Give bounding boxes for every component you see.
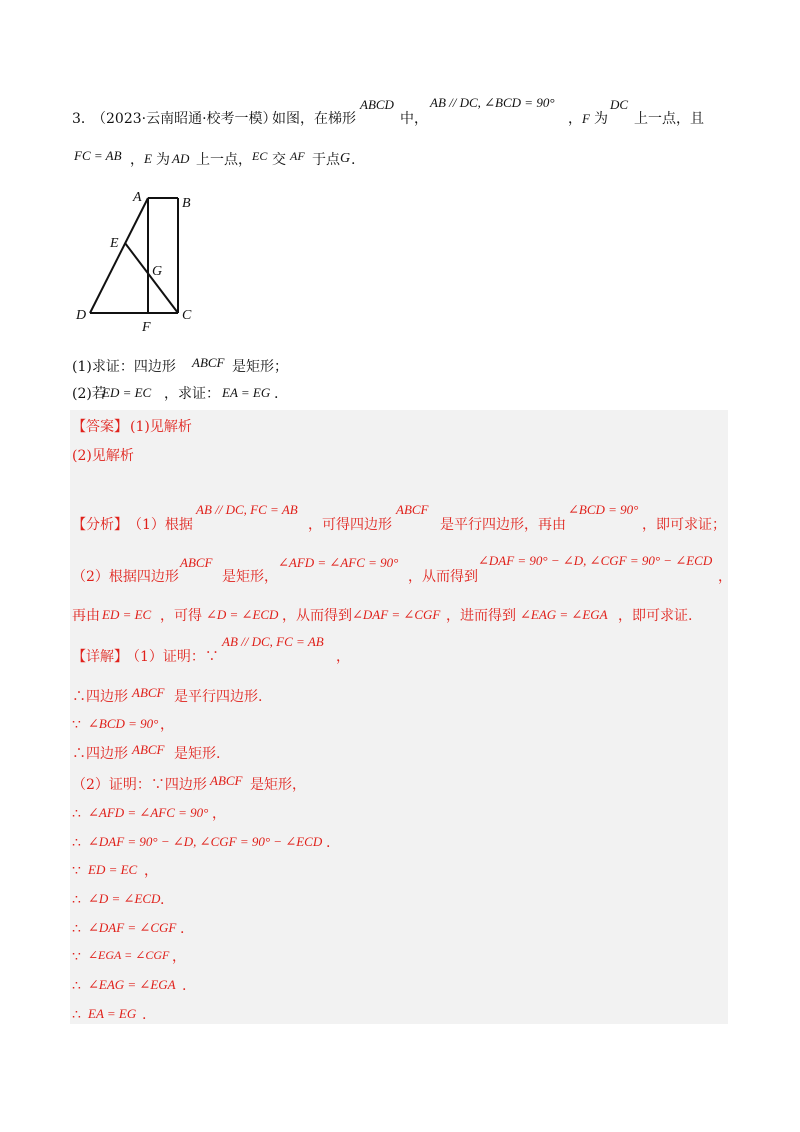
analysis-text: 是矩形， xyxy=(222,569,278,585)
math-expression: ∠DAF = 90° − ∠D, ∠CGF = 90° − ∠ECD xyxy=(88,834,323,849)
math-expression: AB // DC, ∠BCD = 90° xyxy=(430,95,555,110)
detail-text: ， xyxy=(212,806,226,822)
point-label-c: C xyxy=(182,308,192,323)
problem-text: 为 xyxy=(156,152,170,168)
detail-text: ∴四边形 xyxy=(72,689,128,705)
problem-number: 3． xyxy=(72,111,95,127)
problem-text: ， xyxy=(568,111,582,127)
problem-text: 中， xyxy=(400,111,428,127)
analysis-text: ，进而得到 xyxy=(446,608,516,624)
question-1-text: 是矩形； xyxy=(232,359,288,375)
math-expression: AF xyxy=(290,149,305,163)
math-expression: ∠EAG = ∠EGA xyxy=(88,977,176,992)
math-expression: ABCF xyxy=(132,742,165,757)
analysis-text: 再由 xyxy=(72,608,100,624)
detail-text: ∴四边形 xyxy=(72,746,128,762)
math-expression: DC xyxy=(610,97,629,112)
detail-text: ∴ xyxy=(72,806,81,822)
detail-text: 是矩形. xyxy=(174,746,221,762)
detail-text: ， xyxy=(336,649,350,665)
math-expression: ∠D = ∠ECD xyxy=(206,607,279,622)
detail-text: . xyxy=(180,921,185,937)
detail-text: ∴ xyxy=(72,921,81,937)
math-expression: ABCF xyxy=(192,355,225,370)
analysis-tag: 【分析】 xyxy=(72,517,128,533)
answer-line: (2)见解析 xyxy=(72,448,134,464)
detail-text: ∴ xyxy=(72,835,81,851)
detail-text: . xyxy=(142,1007,147,1023)
math-expression: ABCD xyxy=(360,97,394,112)
analysis-text: ，即可求证. xyxy=(618,608,693,624)
analysis-text: （1）根据 xyxy=(128,517,193,533)
math-expression: ∠AFD = ∠AFC = 90° xyxy=(88,805,209,820)
detail-text: （1）证明：∵ xyxy=(126,649,219,665)
detail-text: . xyxy=(160,892,165,908)
math-expression: ED = EC xyxy=(88,862,138,877)
segment-AD xyxy=(90,198,148,313)
analysis-text: ，即可求证； xyxy=(642,517,726,533)
math-expression: FC = AB xyxy=(74,148,122,163)
math-expression: ABCF xyxy=(210,773,243,788)
point-label-e: E xyxy=(110,236,119,251)
question-1-text: (1)求证：四边形 xyxy=(72,359,176,375)
problem-text: 如图，在梯形 xyxy=(272,111,356,127)
math-expression: E xyxy=(144,151,152,166)
answer-tag: 【答案】 xyxy=(72,419,128,435)
detail-text: （2）证明：∵四边形 xyxy=(72,777,207,793)
detail-text: ∴ xyxy=(72,1007,81,1023)
problem-text: 交 xyxy=(272,152,286,168)
problem-text: . xyxy=(351,152,356,168)
analysis-text: （2）根据四边形 xyxy=(72,569,179,585)
math-expression: ∠D = ∠ECD xyxy=(88,891,161,906)
math-expression: AD xyxy=(172,151,190,166)
detail-text: ∵ xyxy=(72,863,81,879)
point-label-f: F xyxy=(142,320,151,335)
math-expression: AB // DC, FC = AB xyxy=(222,634,324,649)
math-expression: ABCF xyxy=(180,555,213,570)
problem-source: （2023·云南昭通·校考一模） xyxy=(92,111,277,127)
detail-text: ∴ xyxy=(72,892,81,908)
point-label-d: D xyxy=(76,308,87,323)
detail-text: 是平行四边形. xyxy=(174,689,263,705)
detail-text: ， xyxy=(160,717,174,733)
problem-text: 上一点，且 xyxy=(634,111,704,127)
math-expression: ABCF xyxy=(132,685,165,700)
detail-text: ∴ xyxy=(72,978,81,994)
detail-text: . xyxy=(326,835,331,851)
math-expression: ∠DAF = ∠CGF xyxy=(88,920,177,935)
problem-text: 为 xyxy=(594,111,608,127)
math-expression: ABCF xyxy=(396,502,429,517)
math-expression: ∠EGA = ∠CGF xyxy=(88,948,170,962)
answer-line: (1)见解析 xyxy=(130,419,192,435)
question-2-text: ，求证： xyxy=(164,386,220,402)
analysis-text: ，从而得到 xyxy=(408,569,478,585)
analysis-text: ， xyxy=(718,569,732,585)
math-expression: G xyxy=(340,151,351,166)
analysis-text: ，可得四边形 xyxy=(308,517,392,533)
detail-text: ， xyxy=(144,863,158,879)
problem-text: 上一点， xyxy=(196,152,252,168)
point-label-b: B xyxy=(182,196,191,211)
detail-text: ， xyxy=(172,949,186,965)
math-expression: EA = EG xyxy=(88,1006,137,1021)
math-expression: ∠BCD = 90° xyxy=(568,502,639,517)
math-expression: ED = EC xyxy=(102,607,152,622)
problem-text: 于点 xyxy=(312,152,340,168)
analysis-text: ，从而得到 xyxy=(282,608,352,624)
math-expression: ∠BCD = 90° xyxy=(88,716,159,731)
point-label-g: G xyxy=(152,264,163,279)
detail-text: ∵ xyxy=(72,949,81,965)
math-expression: EC xyxy=(252,149,268,163)
math-expression: ∠EAG = ∠EGA xyxy=(520,607,608,622)
question-2-text: (2)若 xyxy=(72,386,106,402)
math-expression: F xyxy=(582,111,590,126)
math-expression: ED = EC xyxy=(102,385,152,400)
math-expression: AB // DC, FC = AB xyxy=(196,502,298,517)
math-expression: ∠DAF = 90° − ∠D, ∠CGF = 90° − ∠ECD xyxy=(478,553,713,568)
question-2-text: . xyxy=(274,386,279,402)
point-label-a: A xyxy=(133,190,142,205)
analysis-text: ，可得 xyxy=(160,608,202,624)
problem-text: ， xyxy=(130,152,144,168)
math-expression: EA = EG xyxy=(222,385,271,400)
trapezoid-diagram xyxy=(70,185,210,335)
math-expression: ∠DAF = ∠CGF xyxy=(352,607,441,622)
detail-text: . xyxy=(182,978,187,994)
math-expression: ∠AFD = ∠AFC = 90° xyxy=(278,555,399,570)
detail-text: 是矩形， xyxy=(250,777,306,793)
detail-text: ∵ xyxy=(72,717,81,733)
detail-tag: 【详解】 xyxy=(72,649,128,665)
analysis-text: 是平行四边形，再由 xyxy=(440,517,566,533)
